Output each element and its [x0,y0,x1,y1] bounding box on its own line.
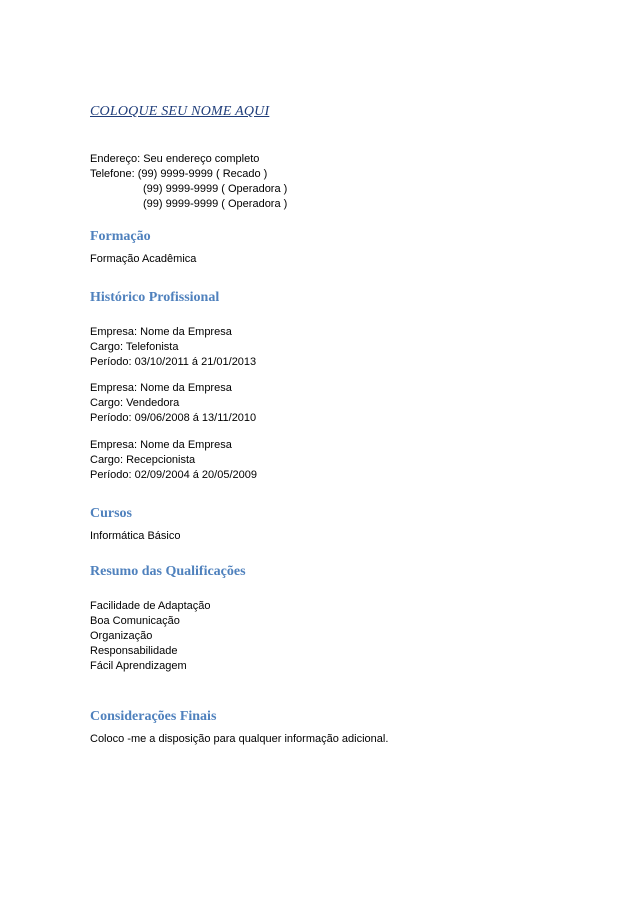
curso-item: Informática Básico [90,530,181,542]
job-2-cargo: Cargo: Vendedora [90,397,180,409]
qualificacao-item: Organização [90,630,153,642]
candidate-name: COLOQUE SEU NOME AQUI [90,104,270,119]
job-3-empresa: Empresa: Nome da Empresa [90,439,232,451]
qualificacao-item: Facilidade de Adaptação [90,600,211,612]
section-heading-consideracoes: Considerações Finais [90,709,217,724]
section-heading-historico: Histórico Profissional [90,290,220,305]
consideracoes-text: Coloco -me a disposição para qualquer informação adicional. [90,733,389,745]
section-heading-qualificacoes: Resumo das Qualificações [90,564,246,579]
qualificacao-item: Boa Comunicação [90,615,180,627]
section-heading-cursos: Cursos [90,506,133,521]
job-3-periodo: Período: 02/09/2004 á 20/05/2009 [90,469,257,481]
section-heading-formacao: Formação [90,229,151,244]
job-3-cargo: Cargo: Recepcionista [90,454,196,466]
phone-line-3: (99) 9999-9999 ( Operadora ) [143,198,288,210]
phone-line-2: (99) 9999-9999 ( Operadora ) [143,183,288,195]
address-line: Endereço: Seu endereço completo [90,153,260,165]
formacao-item: Formação Acadêmica [90,253,197,265]
qualificacao-item: Responsabilidade [90,645,178,657]
job-1-cargo: Cargo: Telefonista [90,341,179,353]
job-2-periodo: Período: 09/06/2008 á 13/11/2010 [90,412,257,424]
job-2-empresa: Empresa: Nome da Empresa [90,382,232,394]
qualificacao-item: Fácil Aprendizagem [90,660,187,672]
phone-line-1: Telefone: (99) 9999-9999 ( Recado ) [90,168,268,180]
job-1-empresa: Empresa: Nome da Empresa [90,326,232,338]
job-1-periodo: Período: 03/10/2011 á 21/01/2013 [90,356,257,368]
